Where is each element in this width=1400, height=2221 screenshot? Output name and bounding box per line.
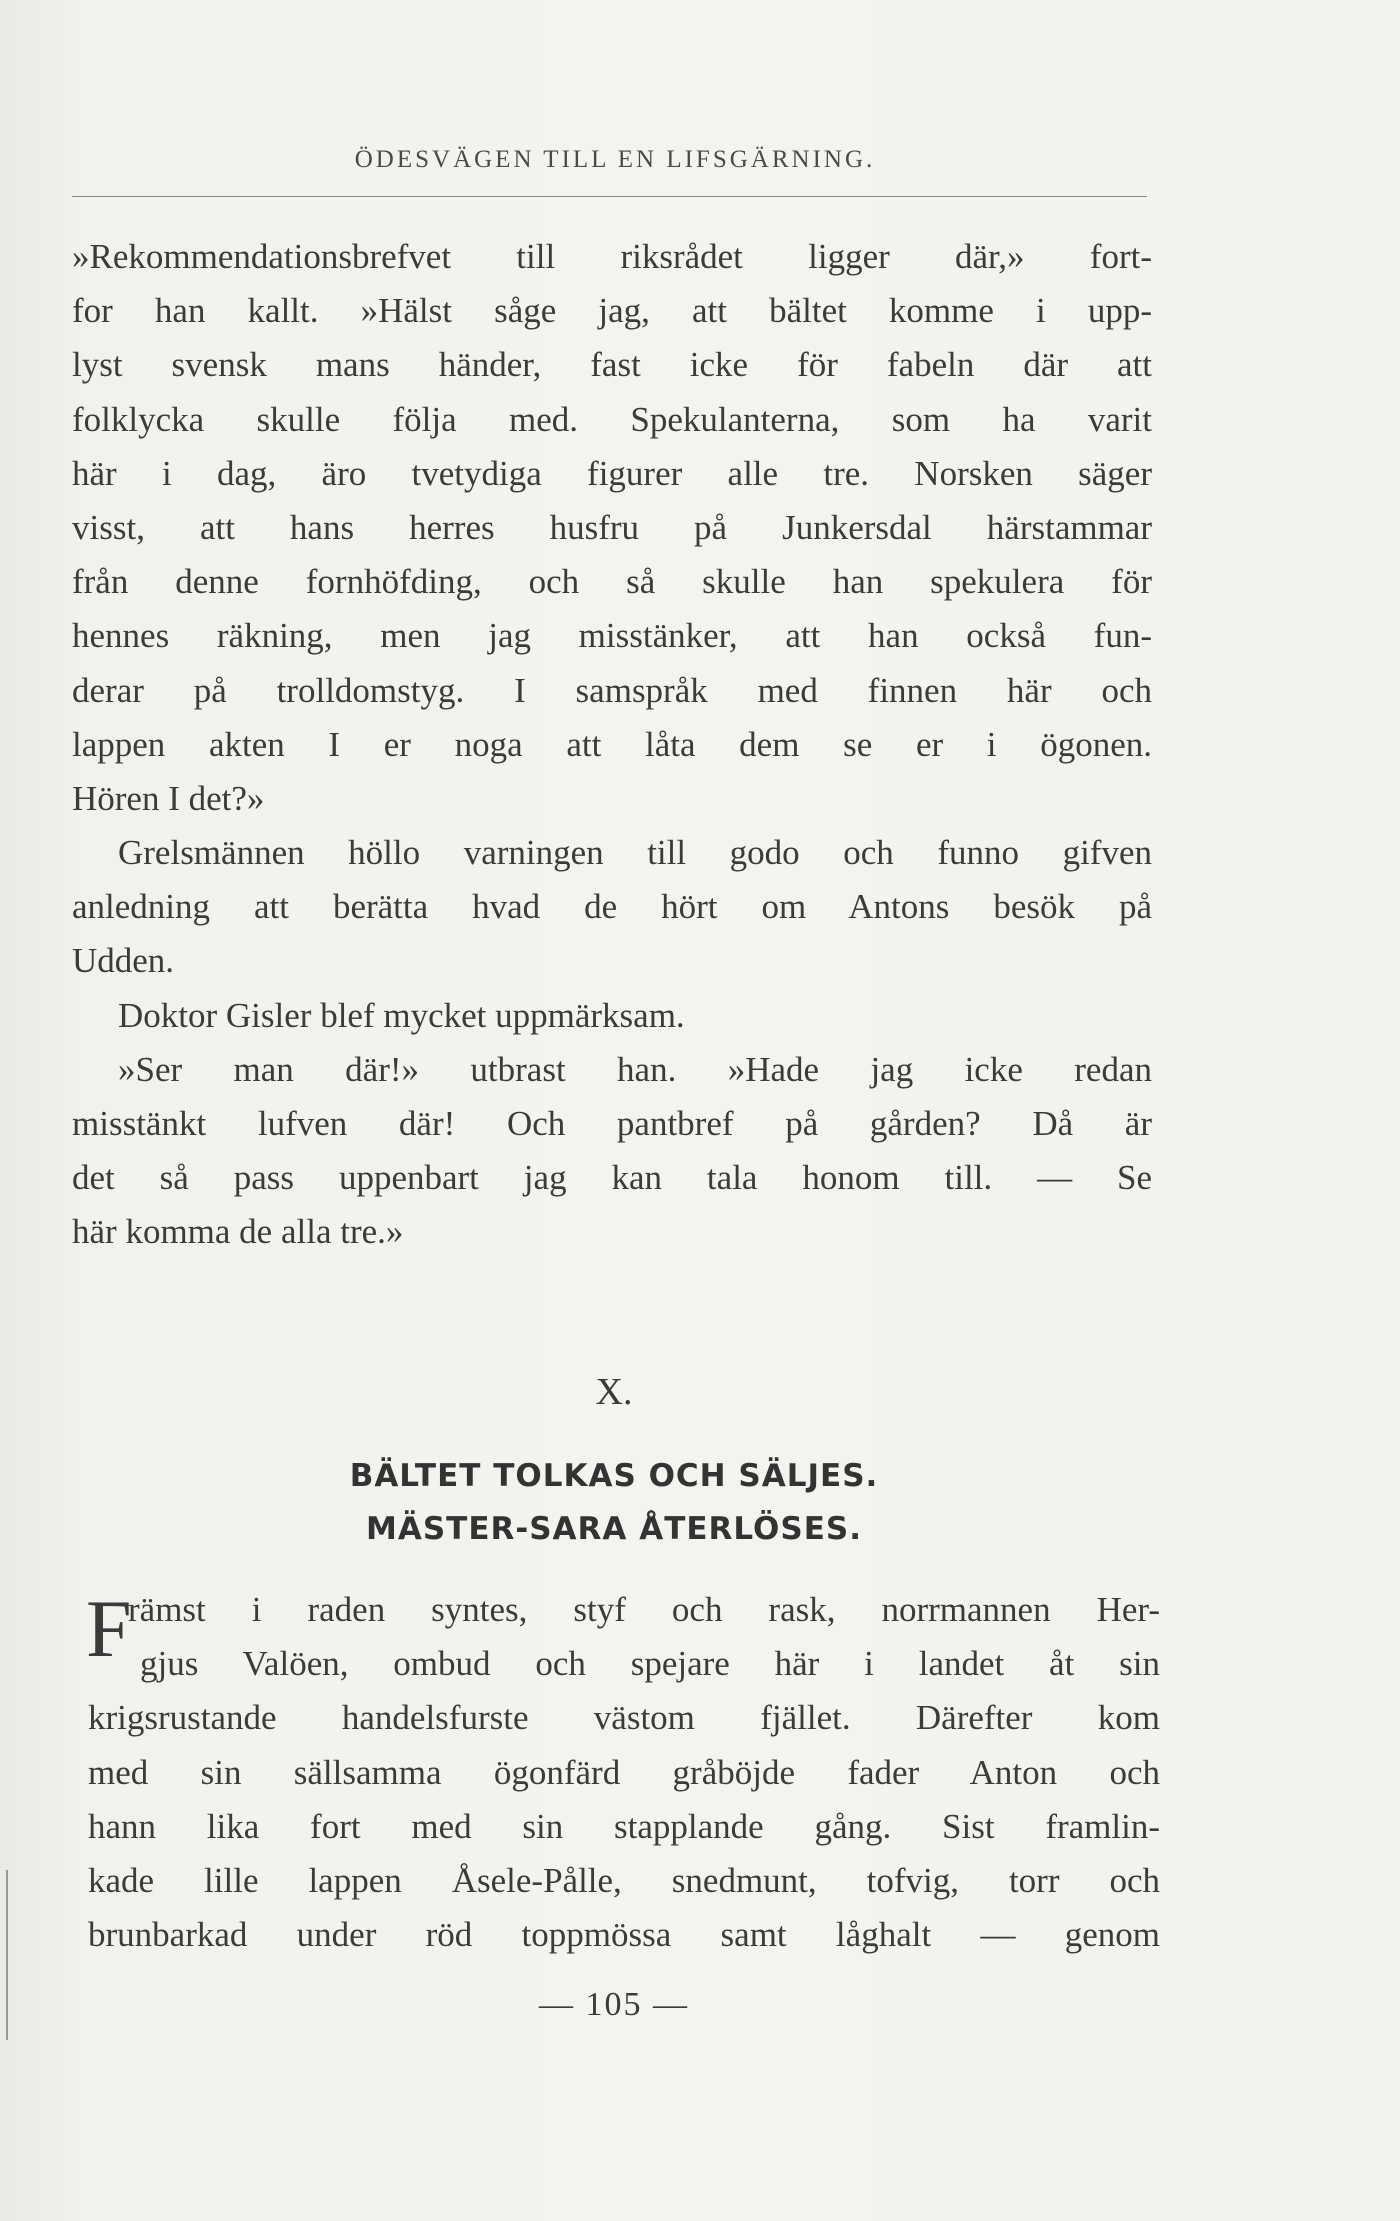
text-line: Grelsmännen höllo varningen till godo och funno gifven: [118, 833, 1152, 873]
text-line: misstänkt lufven där! Och pantbref på gården? Då är: [72, 1104, 1152, 1143]
text-line: kade lille lappen Åsele-Pålle, snedmunt, tofvig, torr och: [88, 1860, 1160, 1900]
text-line: gjus Valöen, ombud och spejare här i landet åt sin: [140, 1644, 1160, 1684]
chapter-number: X.: [595, 1371, 633, 1413]
page-number: — 105 —: [539, 1986, 689, 2023]
binding-edge: [6, 1870, 8, 2040]
text-line: Doktor Gisler blef mycket uppmärksam.: [118, 995, 685, 1035]
running-head: ÖDESVÄGEN TILL EN LIFSGÄRNING.: [354, 146, 876, 173]
text-line: lappen akten I er noga att låta dem se er i ögonen.: [72, 724, 1152, 764]
header-rule: [72, 196, 1147, 197]
text-line: »Rekommendationsbrefvet till riksrådet ligger där,» fort-: [72, 237, 1152, 276]
text-line: »Ser man där!» utbrast han. »Hade jag icke redan: [118, 1049, 1152, 1089]
chapter-title-line-1: BÄLTET TOLKAS OCH SÄLJES.: [349, 1458, 879, 1494]
drop-cap: F: [86, 1583, 132, 1674]
text-line: derar på trolldomstyg. I samspråk med finnen här och: [72, 670, 1152, 710]
text-line: visst, att hans herres husfru på Junkersdal härstammar: [72, 507, 1152, 547]
text-line: från denne fornhöfding, och så skulle han spekulera för: [72, 562, 1152, 602]
text-line: brunbarkad under röd toppmössa samt låghalt — genom: [88, 1915, 1160, 1955]
text-line: hennes räkning, men jag misstänker, att han också fun-: [72, 616, 1152, 656]
body-text: [72, 230, 1152, 1260]
text-line: här i dag, äro tvetydiga figurer alle tre. Norsken säger: [72, 453, 1152, 493]
text-line: här komma de alla tre.»: [72, 1212, 404, 1252]
text-line: lyst svensk mans händer, fast icke för fabeln där att: [72, 345, 1152, 385]
chapter-title-line-2: MÄSTER-SARA ÅTERLÖSES.: [366, 1511, 862, 1547]
text-line: hann lika fort med sin stapplande gång. Sist framlin-: [88, 1806, 1160, 1846]
text-line: Hören I det?»: [72, 778, 265, 818]
text-line: krigsrustande handelsfurste västom fjället. Därefter kom: [88, 1698, 1160, 1738]
text-line: anledning att berätta hvad de hört om Antons besök på: [72, 887, 1152, 927]
text-line: folklycka skulle följa med. Spekulanterna, som ha varit: [72, 399, 1152, 439]
text-line: rämst i raden syntes, styf och rask, norrmannen Her-: [128, 1590, 1160, 1629]
text-line: med sin sällsamma ögonfärd gråböjde fader Anton och: [88, 1752, 1160, 1792]
chapter-text: [88, 1583, 1160, 1962]
text-line: det så pass uppenbart jag kan tala honom till. — Se: [72, 1158, 1152, 1198]
text-line: for han kallt. »Hälst såge jag, att bältet komme i upp-: [72, 291, 1152, 331]
text-line: Udden.: [72, 941, 175, 981]
